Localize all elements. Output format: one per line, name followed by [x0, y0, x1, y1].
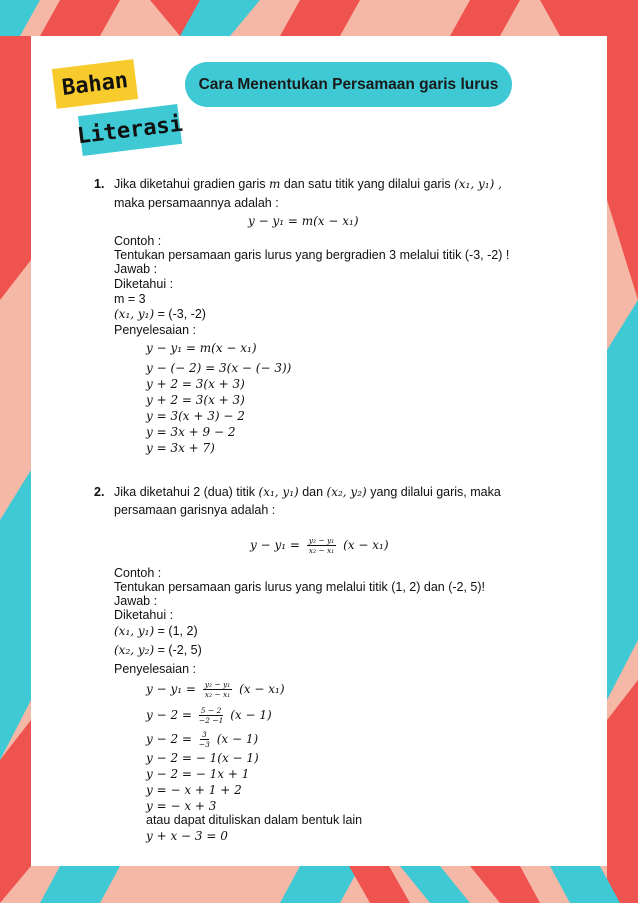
tag-literasi: Literasi	[78, 104, 182, 156]
point-1-lhs: (x₁, y₁)	[114, 624, 155, 638]
section-1-jawab: Jawab :	[114, 262, 158, 276]
section-2-contoh-label: Contoh :	[114, 566, 162, 580]
section-2-step-3	[146, 730, 258, 749]
section-2-diketahui: Diketahui :	[114, 608, 174, 622]
section-2-jawab: Jawab :	[114, 594, 158, 608]
step-2-rhs: (x − 1)	[230, 708, 272, 722]
section-2-final: y + x − 3 = 0	[146, 829, 228, 843]
section-1-step: y + 2 = 3(x + 3)	[146, 377, 245, 391]
section-2-intro-text-2: yang dilalui garis, maka	[370, 485, 501, 499]
section-1-diketahui: Diketahui :	[114, 277, 174, 291]
section-1-m-value: m = 3	[114, 292, 146, 306]
step-3-fraction	[199, 730, 210, 749]
section-1-penyelesaian: Penyelesaian :	[114, 323, 197, 337]
point-1-rhs: = (1, 2)	[157, 624, 198, 638]
point-2-rhs: = (-2, 5)	[157, 643, 202, 657]
section-2-intro	[114, 485, 501, 499]
step-1-fraction	[203, 680, 233, 699]
section-2-step: y = − x + 1 + 2	[146, 783, 242, 797]
section-1-point-rhs: = (-3, -2)	[157, 307, 206, 321]
formula-rhs: (x − x₁)	[343, 538, 389, 552]
section-2-step-1	[146, 680, 285, 699]
section-2-intro-point-1: (x₁, y₁)	[258, 485, 299, 499]
section-1-formula: y − y₁ = m(x − x₁)	[248, 214, 359, 228]
section-1-intro-var: m	[268, 177, 281, 191]
section-1-number: 1.	[94, 177, 105, 191]
fraction-denominator: x₂ − x₁	[308, 546, 335, 555]
section-1-step: y − (− 2) = 3(x − (− 3))	[146, 361, 292, 375]
section-2-step-2	[146, 706, 272, 725]
step-2-fraction	[199, 706, 224, 725]
step-1-lhs: y − y₁ =	[146, 682, 196, 696]
tag-bahan: Bahan	[52, 59, 138, 109]
section-1-intro-point: (x₁, y₁) ,	[454, 177, 502, 191]
section-2-other-form-text: atau dapat dituliskan dalam bentuk lain	[146, 813, 363, 827]
section-1-contoh-label: Contoh :	[114, 234, 162, 248]
section-1-intro-line2: maka persamaannya adalah :	[114, 196, 279, 210]
section-2-step: y − 2 = − 1(x − 1)	[146, 751, 259, 765]
fraction-numerator: 5 − 2	[200, 706, 222, 715]
fraction-denominator: −3	[198, 740, 210, 749]
section-2-intro-point-2: (x₂, y₂)	[326, 485, 367, 499]
section-1-step: y + 2 = 3(x + 3)	[146, 393, 245, 407]
formula-fraction	[307, 536, 337, 555]
section-1-step: y − y₁ = m(x − x₁)	[146, 341, 257, 355]
fraction-numerator: y₂ − y₁	[308, 536, 335, 545]
section-1-step: y = 3(x + 3) − 2	[146, 409, 245, 423]
step-2-lhs: y − 2 =	[146, 708, 192, 722]
section-2-penyelesaian: Penyelesaian :	[114, 662, 197, 676]
section-1-intro-text-2: dan satu titik yang dilalui garis	[283, 177, 451, 191]
section-1-step: y = 3x + 9 − 2	[146, 425, 236, 439]
step-3-rhs: (x − 1)	[216, 732, 259, 746]
section-1-intro	[114, 177, 502, 191]
step-3-lhs: y − 2 =	[146, 732, 192, 746]
section-2-formula	[250, 536, 389, 555]
section-2-step: y − 2 = − 1x + 1	[146, 767, 250, 781]
step-1-rhs: (x − x₁)	[239, 682, 285, 696]
section-2-contoh-text: Tentukan persamaan garis lurus yang melalui titik (1, 2) dan (-2, 5)!	[114, 580, 486, 594]
formula-lhs: y − y₁ =	[250, 538, 300, 552]
page-title: Cara Menentukan Persamaan garis lurus	[185, 62, 512, 107]
section-1-contoh-text: Tentukan persamaan garis lurus yang bergradien 3 melalui titik (-3, -2) !	[114, 248, 510, 262]
section-1-intro-text-1: Jika diketahui gradien garis	[114, 177, 266, 191]
section-2-point-1	[114, 624, 198, 638]
fraction-denominator: x₂ − x₁	[204, 690, 231, 699]
section-2-number: 2.	[94, 485, 105, 499]
point-2-lhs: (x₂, y₂)	[114, 643, 155, 657]
section-2-intro-line2: persamaan garisnya adalah :	[114, 503, 276, 517]
section-2-intro-text-1: Jika diketahui 2 (dua) titik	[114, 485, 256, 499]
section-1-point-lhs: (x₁, y₁)	[114, 307, 155, 321]
fraction-numerator: 3	[201, 730, 207, 739]
section-2-intro-dan: dan	[302, 485, 324, 499]
section-1-step: y = 3x + 7)	[146, 441, 215, 455]
section-1-point	[114, 307, 206, 321]
fraction-denominator: −2 −1	[198, 716, 224, 725]
section-2-point-2	[114, 643, 202, 657]
section-2-step: y = − x + 3	[146, 799, 217, 813]
fraction-numerator: y₂ − y₁	[204, 680, 231, 689]
